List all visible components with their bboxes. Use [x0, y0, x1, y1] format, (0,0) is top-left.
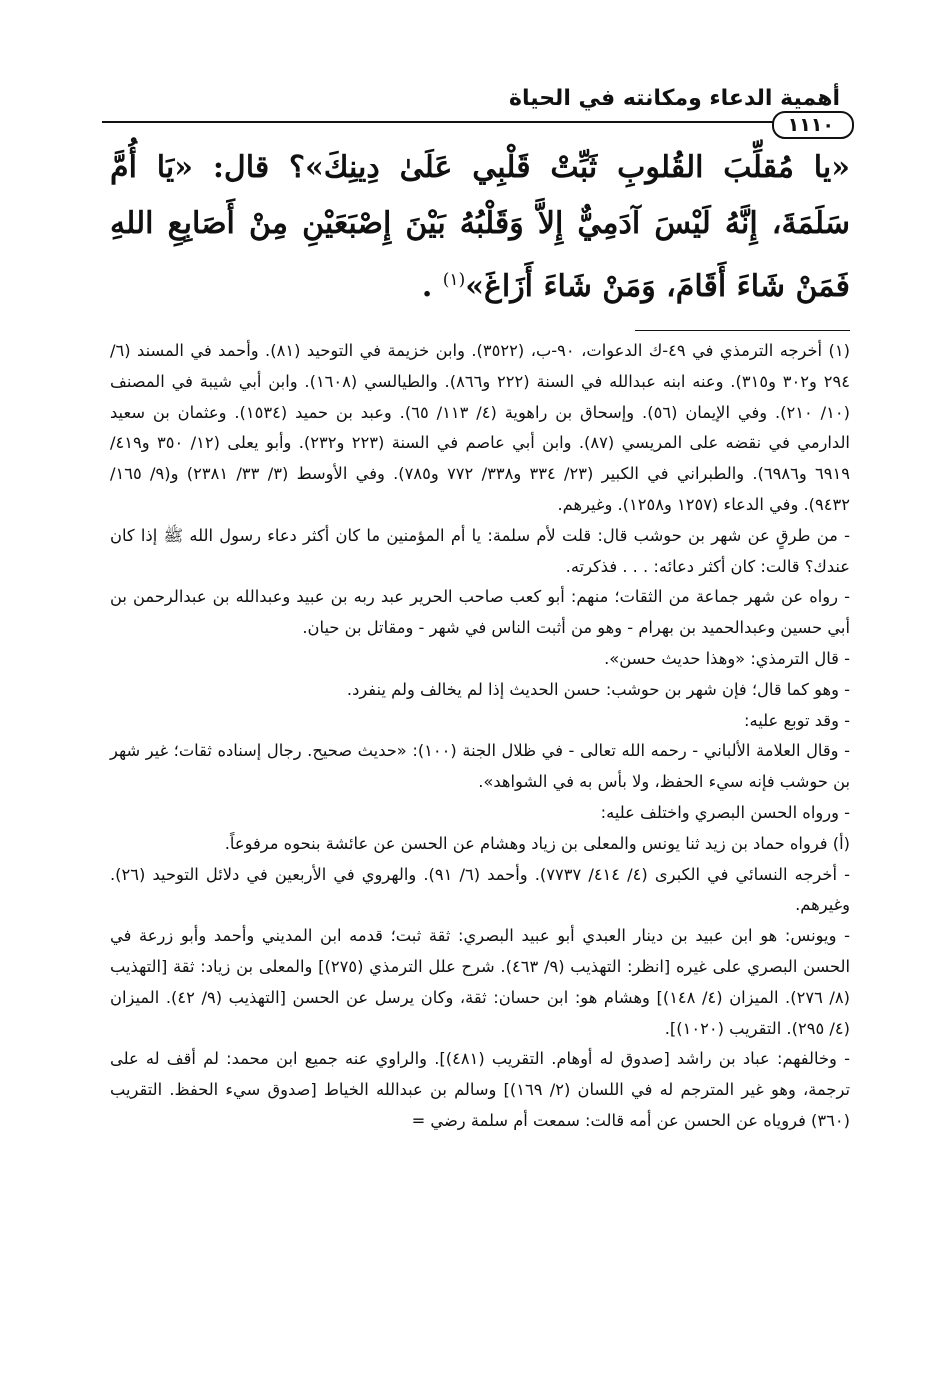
- footnote-paragraph: - رواه عن شهر جماعة من الثقات؛ منهم: أبو كعب صاحب الحرير عبد ربه بن عبيد وعبدالله بن عبدالرحمن بن أبي حسين وعبدالحميد بن بهرام - وهو من أثبت الناس في شهر - ومقاتل بن حيان.: [110, 587, 850, 638]
- main-text: [110, 140, 850, 315]
- footnote-paragraph: - وقد توبع عليه:: [744, 710, 850, 730]
- footnote-paragraph: (أ) فرواه حماد بن زيد ثنا يونس والمعلى بن زياد وهشام عن الحسن عن عائشة بنحوه مرفوعاً.: [224, 833, 850, 853]
- footnotes: [110, 336, 850, 1137]
- footnote-separator: [635, 330, 850, 331]
- hadith-text: «يا مُقلِّبَ القُلوبِ ثَبِّتْ قَلْبِي عَلَىٰ دِينِكَ»؟ قال: «يَا أُمَّ سَلَمَةَ، إِنَّهُ لَيْسَ آدَمِيٌّ إِلاَّ وَقَلْبُهُ بَيْنَ إِصْبَعَيْنِ مِنْ أَصَابِعِ اللهِ فَمَنْ شَاءَ أَقَامَ، وَمَنْ شَاءَ أَزَاغَ»: [110, 150, 850, 304]
- footnote-paragraph: - ورواه الحسن البصري واختلف عليه:: [600, 802, 850, 822]
- footnote-paragraph: - وقال العلامة الألباني - رحمه الله تعالى - في ظلال الجنة (١٠٠): «حديث صحيح. رجال إسناده ثقات؛ غير شهر بن حوشب فإنه سيء الحفظ، ولا بأس به في الشواهد».: [110, 741, 850, 792]
- footnote-ref: (١): [442, 270, 466, 290]
- footnote-paragraph: - ويونس: هو ابن عبيد بن دينار العبدي أبو عبيد البصري: ثقة ثبت؛ قدمه ابن المديني وأحمد وأبو زرعة في الحسن البصري على غيره [انظر: التهذيب (٩/ ٤٦٣). شرح علل الترمذي (٢٧٥)] والمعلى بن زياد: ثقة [التهذيب (٨/ ٢٧٦). الميزان (٤/ ١٤٨)] وهشام هو: ابن حسان: ثقة، وكان يرسل عن الحسن [التهذيب (٩/ ٤٢). الميزان (٤/ ٢٩٥). التقريب (١٠٢٠)].: [110, 926, 851, 1038]
- footnote-paragraph: - من طرقٍ عن شهر بن حوشب قال: قلت لأم سلمة: يا أم المؤمنين ما كان أكثر دعاء رسول الله ﷺ إذا كان عندك؟ قالت: كان أكثر دعائه: . . . فذكرته.: [110, 525, 850, 576]
- running-title: أهمية الدعاء ومكانته في الحياة: [508, 86, 840, 111]
- header-rule: [102, 121, 840, 123]
- footnote-paragraph: - وهو كما قال؛ فإن شهر بن حوشب: حسن الحديث إذا لم يخالف ولم ينفرد.: [346, 679, 850, 699]
- page-number: ١١١٠: [772, 111, 854, 139]
- footnote-paragraph: (١) أخرجه الترمذي في ٤٩-ك الدعوات، ٩٠-ب، (٣٥٢٢). وابن خزيمة في التوحيد (٨١). وأحمد في المسند (٦/ ٢٩٤ و٣٠٢ و٣١٥). وعنه ابنه عبدالله في السنة (٢٢٢ و٨٦٦). والطيالسي (١٦٠٨). وابن أبي شيبة في المصنف (١٠/ ٢١٠). وفي الإيمان (٥٦). وإسحاق بن راهوية (٤/ ١١٣/ ٦٥). وعبد بن حميد (١٥٣٤). وعثمان بن سعيد الدارمي في نقضه على المريسي (٨٧). وابن أبي عاصم في السنة (٢٢٣ و٢٣٢). وأبو يعلى (١٢/ ٣٥٠ و٤١٩/ ٦٩١٩ و٦٩٨٦). والطبراني في الكبير (٢٣/ ٣٣٤ و٣٣٨/ ٧٧٢ و٧٨٥). وفي الأوسط (٣/ ٣٣/ ٢٣٨١) و(٩/ ١٦٥/ ٩٤٣٢). وفي الدعاء (١٢٥٧ و١٢٥٨). وغيرهم.: [110, 341, 851, 514]
- footnote-paragraph: - وخالفهم: عباد بن راشد [صدوق له أوهام. التقريب (٤٨١)]. والراوي عنه جميع ابن محمد: لم أقف له على ترجمة، وهو غير المترجم له في اللسان (٢/ ١٦٩)] وسالم بن عبدالله الخياط [صدوق سيء الحفظ. التقريب (٣٦٠) فروياه عن الحسن عن أمه قالت: سمعت أم سلمة رضي =: [110, 1049, 850, 1130]
- end-mark: .: [421, 269, 433, 304]
- footnote-paragraph: - قال الترمذي: «وهذا حديث حسن».: [604, 648, 850, 668]
- footnote-paragraph: - أخرجه النسائي في الكبرى (٤/ ٤١٤/ ٧٧٣٧). وأحمد (٦/ ٩١). والهروي في الأربعين في دلائل التوحيد (٢٦). وغيرهم.: [110, 864, 850, 915]
